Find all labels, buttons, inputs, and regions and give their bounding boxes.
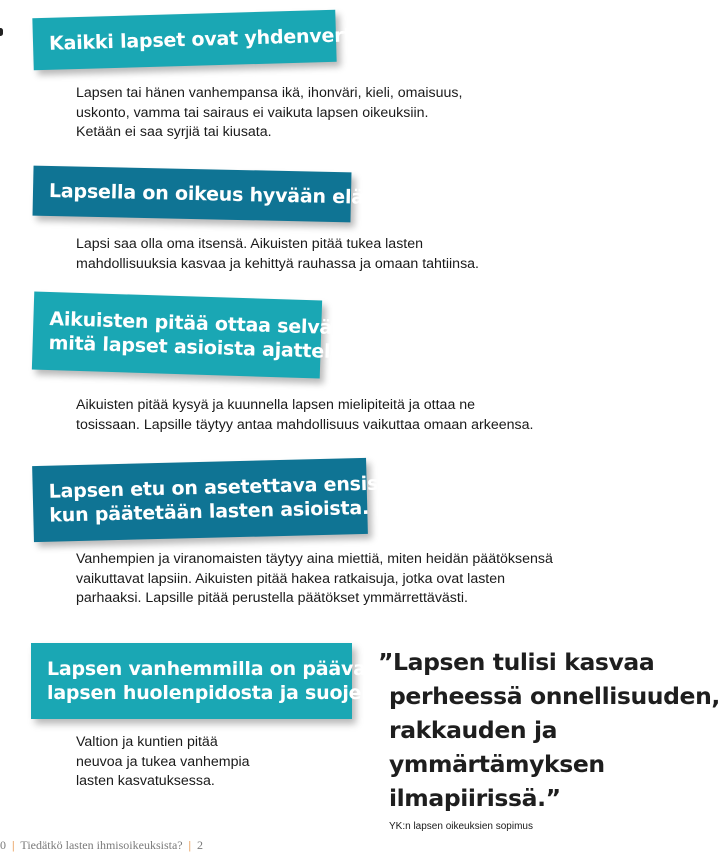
paragraph-line: Ketään ei saa syrjiä tai kiusata. [76, 124, 272, 141]
paragraph-line: parhaaksi. Lapsille pitää perustella päätökset ymmärrettävästi. [76, 590, 468, 607]
paragraph-line: lasten kasvatuksessa. [76, 773, 215, 790]
paragraph-line: Aikuisten pitää kysyä ja kuunnella lapsen mielipiteitä ja ottaa ne [76, 397, 476, 413]
paragraph-line: Lapsi saa olla oma itsensä. Aikuisten pitää tukea lasten [76, 236, 424, 252]
paragraph-line: uskonto, vamma tai sairaus ei vaikuta lapsen oikeuksiin. [76, 104, 429, 121]
heading-banner-parents [31, 643, 421, 719]
heading-line: Lapsella on oikeus hyvään elämään. [48, 180, 430, 210]
page-number: 2 [197, 838, 204, 852]
page-edge-mark [0, 28, 3, 36]
heading-line: Lapsen etu on asetettava ensisijaiseksi, [48, 470, 471, 503]
page-footer [0, 838, 203, 853]
heading-line: Aikuisten pitää ottaa selvää, [49, 307, 353, 340]
heading-line: mitä lapset asioista ajattelevat. [48, 331, 385, 365]
heading-banner-good-life [33, 166, 430, 223]
paragraph-best-interest [76, 550, 553, 609]
paragraph-line: neuvoa ja tukea vanhempia [76, 753, 250, 770]
footer-separator: | [188, 838, 192, 852]
quote-line: rakkauden ja [389, 716, 558, 744]
paragraph-line: Valtion ja kuntien pitää [76, 734, 218, 750]
quote-line: ilmapiirissä.” [389, 784, 561, 812]
paragraph-line: mahdollisuuksia kasvaa ja kehittyä rauhassa ja omaan tahtiinsa. [76, 255, 479, 272]
heading-line: Lapsen vanhemmilla on päävastuu [47, 658, 413, 680]
convention-quote [378, 645, 720, 815]
quote-line: perheessä onnellisuuden, [389, 682, 720, 710]
footer-prefix: 0 [0, 838, 6, 852]
heading-line: lapsen huolenpidosta ja suojelusta. [47, 682, 421, 704]
paragraph-good-life [76, 235, 479, 274]
heading-line: kun päätetään lasten asioista. [49, 496, 370, 527]
paragraph-parents [76, 733, 250, 792]
paragraph-line: Lapsen tai hänen vanhempansa ikä, ihonväri, kieli, omaisuus, [76, 85, 463, 101]
heading-banner-equality [32, 10, 409, 70]
paragraph-line: Vanhempien ja viranomaisten täytyy aina miettiä, miten heidän päätöksensä [76, 551, 553, 567]
heading-banner-best-interest [32, 458, 471, 542]
quote-line: ”Lapsen tulisi kasvaa [378, 648, 655, 676]
paragraph-line: tosissaan. Lapsille täytyy antaa mahdollisuus vaikuttaa omaan arkeensa. [76, 416, 534, 433]
paragraph-opinions [76, 396, 533, 435]
footer-separator: | [12, 838, 15, 852]
heading-banner-opinions [32, 291, 385, 378]
footer-title: Tiedätkö lasten ihmisoikeuksista? [20, 838, 183, 852]
heading-line: Kaikki lapset ovat yhdenvertaisia. [48, 22, 409, 55]
quote-source: YK:n lapsen oikeuksien sopimus [389, 821, 533, 832]
paragraph-equality [76, 84, 462, 143]
paragraph-line: vaikuttavat lapsiin. Aikuisten pitää hakea ratkaisuja, jotka ovat lasten [76, 570, 506, 587]
quote-line: ymmärtämyksen [389, 750, 605, 778]
